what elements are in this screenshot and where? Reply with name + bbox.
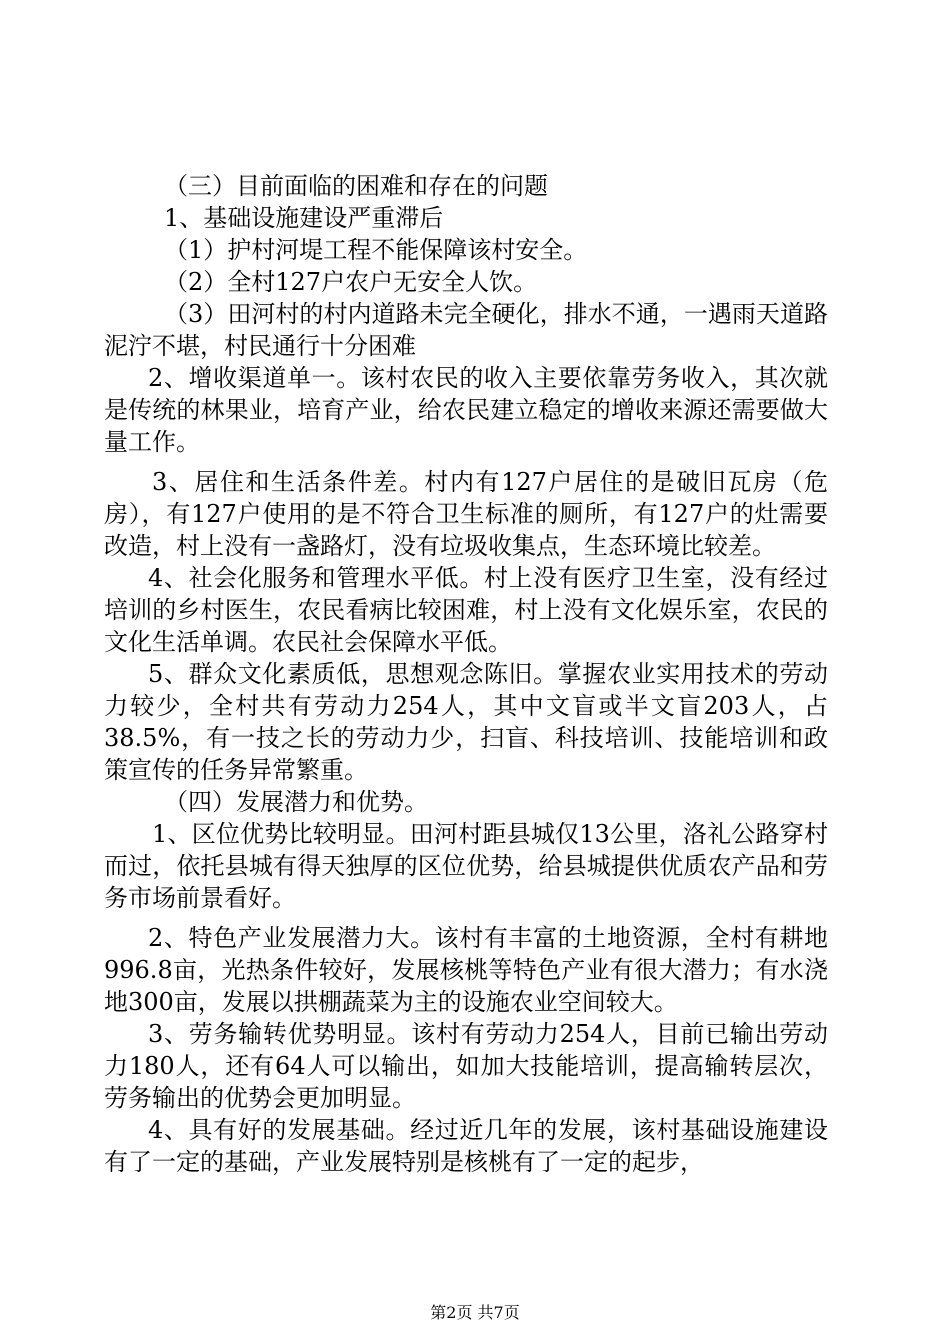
paragraph: 4、社会化服务和管理水平低。村上没有医疗卫生室，没有经过培训的乡村医生，农民看病比较困难，村上没有文化娱乐室，农民的文化生活单调。农民社会保障水平低。 <box>104 564 828 656</box>
paragraph: 3、居住和生活条件差。村内有127户居住的是破旧瓦房（危房），有127户使用的是不符合卫生标准的厕所，有127户的灶需要改造，村上没有一盏路灯，没有垃圾收集点，生态环境比较差。 <box>104 468 828 560</box>
paragraph: 2、增收渠道单一。该村农民的收入主要依靠劳务收入，其次就是传统的林果业，培育产业，给农民建立稳定的增收来源还需要做大量工作。 <box>104 364 828 456</box>
paragraph: （2）全村127户农户无安全人饮。 <box>164 268 538 296</box>
paragraph: （3）田河村的村内道路未完全硬化，排水不通，一遇雨天道路泥泞不堪，村民通行十分困难 <box>104 300 828 360</box>
paragraph: 4、具有好的发展基础。经过近几年的发展，该村基础设施建设有了一定的基础，产业发展特别是核桃有了一定的起步， <box>104 1116 828 1176</box>
paragraph: 2、特色产业发展潜力大。该村有丰富的土地资源，全村有耕地996.8亩，光热条件较好，发展核桃等特色产业有很大潜力；有水浇地300亩，发展以拱棚蔬菜为主的设施农业空间较大。 <box>104 924 828 1016</box>
body-text <box>104 170 828 1178</box>
paragraph: 5、群众文化素质低，思想观念陈旧。掌握农业实用技术的劳动力较少，全村共有劳动力254人，其中文盲或半文盲203人，占38.5%，有一技之长的劳动力少，扫盲、科技培训、技能培训和政策宣传的任务异常繁重。 <box>104 660 828 784</box>
paragraph: （1）护村河堤工程不能保障该村安全。 <box>164 236 588 264</box>
paragraph: 3、劳务输转优势明显。该村有劳动力254人，目前已输出劳动力180人，还有64人可以输出，如加大技能培训，提高输转层次，劳务输出的优势会更加明显。 <box>104 1020 828 1112</box>
section-heading-3: （三）目前面临的困难和存在的问题 <box>164 172 548 200</box>
page-footer: 第2页 共7页 <box>430 1303 520 1322</box>
paragraph: 1、区位优势比较明显。田河村距县城仅13公里，洛礼公路穿村而过，依托县城有得天独厚的区位优势，给县城提供优质农产品和劳务市场前景看好。 <box>104 820 828 912</box>
paragraph: 1、基础设施建设严重滞后 <box>164 204 444 232</box>
section-heading-4: （四）发展潜力和优势。 <box>164 788 428 816</box>
